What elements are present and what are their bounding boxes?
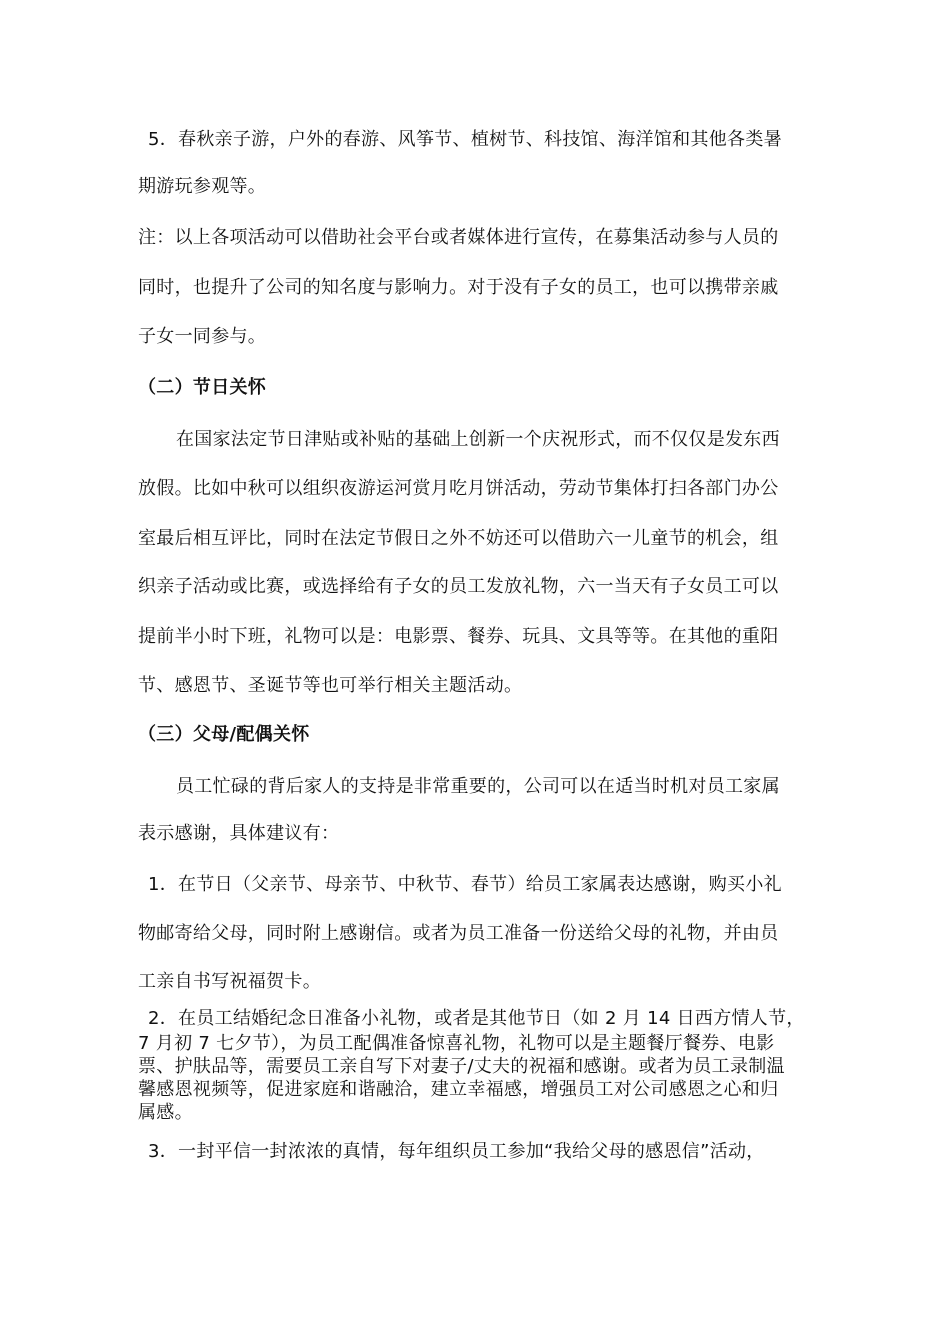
note-line-1: 注：以上各项活动可以借助社会平台或者媒体进行宣传，在募集活动参与人员的 [138, 227, 779, 248]
holiday-paragraph-line-5: 提前半小时下班，礼物可以是：电影票、餐券、玩具、文具等等。在其他的重阳 [138, 626, 779, 647]
list-item-5-line-2: 期游玩参观等。 [138, 176, 267, 197]
list-item-1-line-1: 1．在节日（父亲节、母亲节、中秋节、春节）给员工家属表达感谢，购买小礼 [148, 874, 782, 895]
list-item-5-line-1: 5．春秋亲子游，户外的春游、风筝节、植树节、科技馆、海洋馆和其他各类暑 [148, 129, 782, 150]
note-line-3: 子女一同参与。 [138, 326, 267, 347]
list-item-1-line-2: 物邮寄给父母，同时附上感谢信。或者为员工准备一份送给父母的礼物，并由员 [138, 923, 779, 944]
list-item-1-line-3: 工亲自书写祝福贺卡。 [138, 971, 321, 992]
holiday-paragraph-line-6: 节、感恩节、圣诞节等也可举行相关主题活动。 [138, 675, 523, 696]
family-paragraph-line-1: 员工忙碌的背后家人的支持是非常重要的，公司可以在适当时机对员工家属 [176, 776, 780, 797]
list-item-2-line-2: 7 月初 7 七夕节），为员工配偶准备惊喜礼物，礼物可以是主题餐厅餐券、电影 [138, 1033, 775, 1054]
holiday-paragraph-line-1: 在国家法定节日津贴或补贴的基础上创新一个庆祝形式，而不仅仅是发东西 [176, 429, 780, 450]
note-line-2: 同时，也提升了公司的知名度与影响力。对于没有子女的员工，也可以携带亲戚 [138, 277, 779, 298]
section-heading-parents-spouse-care: （三）父母/配偶关怀 [138, 724, 310, 745]
list-item-3-line-1: 3．一封平信一封浓浓的真情，每年组织员工参加“我给父母的感恩信”活动， [148, 1141, 765, 1162]
holiday-paragraph-line-2: 放假。比如中秋可以组织夜游运河赏月吃月饼活动，劳动节集体打扫各部门办公 [138, 478, 779, 499]
section-heading-holiday-care: （二）节日关怀 [138, 377, 267, 398]
list-item-2-line-3: 票、护肤品等，需要员工亲自写下对妻子/丈夫的祝福和感谢。或者为员工录制温 [138, 1056, 785, 1077]
holiday-paragraph-line-4: 织亲子活动或比赛，或选择给有子女的员工发放礼物，六一当天有子女员工可以 [138, 576, 779, 597]
holiday-paragraph-line-3: 室最后相互评比，同时在法定节假日之外不妨还可以借助六一儿童节的机会，组 [138, 528, 779, 549]
list-item-2-line-4: 馨感恩视频等，促进家庭和谐融洽，建立幸福感，增强员工对公司感恩之心和归 [138, 1079, 779, 1100]
list-item-2-line-5: 属感。 [138, 1102, 193, 1123]
family-paragraph-line-2: 表示感谢，具体建议有： [138, 823, 340, 844]
list-item-2-line-1: 2．在员工结婚纪念日准备小礼物，或者是其他节日（如 2 月 14 日西方情人节， [148, 1008, 805, 1029]
